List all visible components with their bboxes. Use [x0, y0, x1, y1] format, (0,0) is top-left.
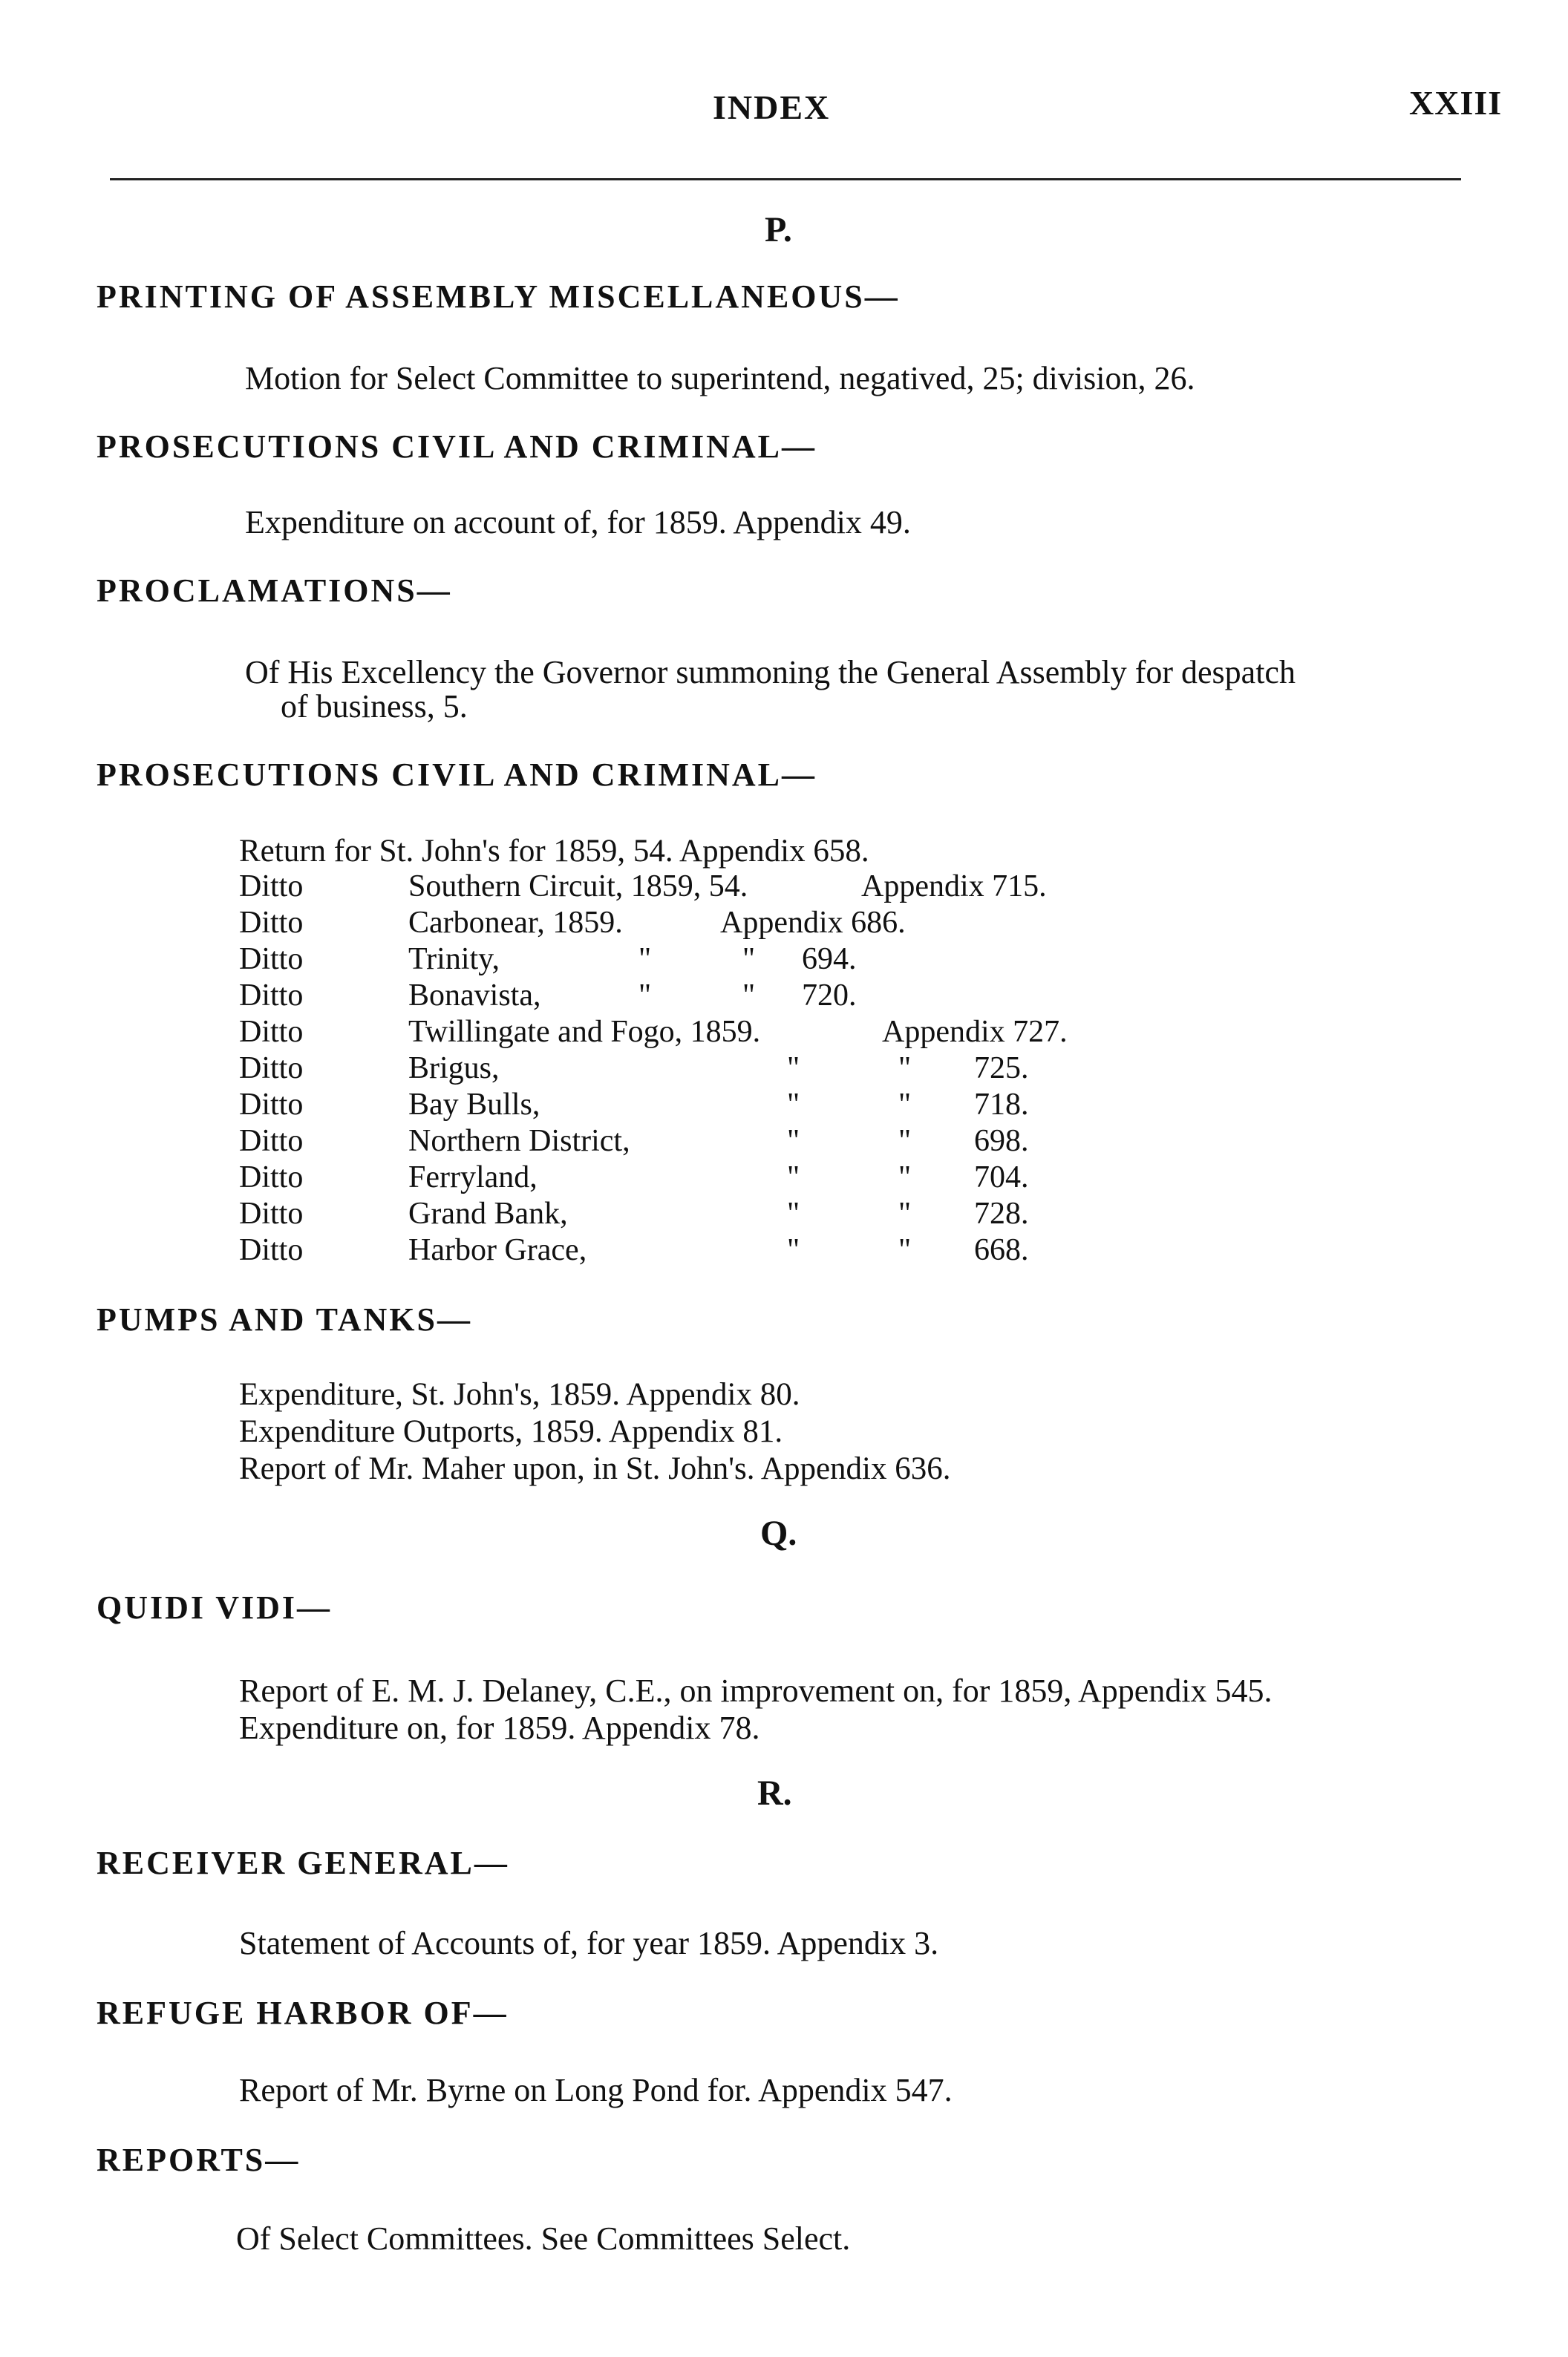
- ditto-mark: ": [787, 1233, 800, 1267]
- ditto-label: Ditto: [239, 1233, 304, 1267]
- section-letter-p: P.: [765, 210, 792, 249]
- ditto-label: Ditto: [239, 1015, 304, 1049]
- entry-line: Report of E. M. J. Delaney, C.E., on improvement on, for 1859, Appendix 545.: [239, 1673, 1273, 1709]
- appendix-ref: 725.: [974, 1051, 1029, 1085]
- ditto-mark: ": [898, 1233, 912, 1267]
- ditto-label: Ditto: [239, 1160, 304, 1194]
- place-name: Carbonear, 1859.: [408, 906, 623, 940]
- entry-line: Expenditure Outports, 1859. Appendix 81.: [239, 1414, 783, 1449]
- running-head-title: INDEX: [713, 88, 831, 126]
- ditto-mark: ": [787, 1160, 800, 1194]
- ditto-mark: ": [787, 1088, 800, 1122]
- section-letter-q: Q.: [760, 1514, 797, 1553]
- ditto-label: Ditto: [239, 1197, 304, 1231]
- appendix-ref: 668.: [974, 1233, 1029, 1267]
- appendix-ref: 718.: [974, 1088, 1029, 1122]
- entry-line-continued: of business, 5.: [281, 688, 468, 725]
- ditto-mark: ": [638, 978, 652, 1013]
- section-letter-r: R.: [757, 1774, 792, 1813]
- ditto-mark: ": [787, 1197, 800, 1231]
- ditto-mark: ": [898, 1197, 912, 1231]
- entry-heading-proclamations: PROCLAMATIONS—: [97, 572, 452, 609]
- entry-line: Motion for Select Committee to superintend, negatived, 25; division, 26.: [245, 360, 1195, 396]
- entry-heading-prosecutions: PROSECUTIONS CIVIL AND CRIMINAL—: [97, 428, 817, 465]
- ditto-mark: ": [898, 1088, 912, 1122]
- appendix-ref: 728.: [974, 1197, 1029, 1231]
- page-number: XXIII: [1409, 84, 1503, 122]
- entry-line: Of His Excellency the Governor summoning the General Assembly for despatch: [245, 654, 1296, 690]
- place-name: Southern Circuit, 1859, 54.: [408, 869, 748, 903]
- entry-line: Expenditure on account of, for 1859. Appendix 49.: [245, 504, 911, 540]
- ditto-mark: ": [742, 942, 756, 976]
- appendix-ref: Appendix 715.: [861, 869, 1047, 903]
- place-name: Grand Bank,: [408, 1197, 568, 1231]
- entry-heading-receiver-general: RECEIVER GENERAL—: [97, 1845, 509, 1881]
- appendix-ref: Appendix 686.: [720, 906, 906, 940]
- entry-heading-pumps: PUMPS AND TANKS—: [97, 1301, 472, 1338]
- entry-heading-printing: PRINTING OF ASSEMBLY MISCELLANEOUS—: [97, 278, 900, 315]
- place-name: Harbor Grace,: [408, 1233, 587, 1267]
- entry-heading-prosecutions-returns: PROSECUTIONS CIVIL AND CRIMINAL—: [97, 756, 817, 793]
- entry-heading-quidi-vidi: QUIDI VIDI—: [97, 1589, 333, 1626]
- entry-line: Return for St. John's for 1859, 54. Appendix 658.: [239, 834, 869, 869]
- place-name: Brigus,: [408, 1051, 500, 1085]
- place-name: Twillingate and Fogo, 1859.: [408, 1015, 761, 1049]
- appendix-ref: 720.: [802, 978, 857, 1013]
- appendix-ref: Appendix 727.: [882, 1015, 1068, 1049]
- place-name: Northern District,: [408, 1124, 630, 1158]
- appendix-ref: 698.: [974, 1124, 1029, 1158]
- appendix-ref: 694.: [802, 942, 857, 976]
- ditto-mark: ": [742, 978, 756, 1013]
- place-name: Bay Bulls,: [408, 1088, 540, 1122]
- place-name: Trinity,: [408, 942, 500, 976]
- ditto-label: Ditto: [239, 869, 304, 903]
- entry-heading-reports: REPORTS—: [97, 2142, 301, 2178]
- entry-heading-refuge-harbor: REFUGE HARBOR OF—: [97, 1995, 509, 2031]
- entry-line: Expenditure on, for 1859. Appendix 78.: [239, 1710, 760, 1746]
- ditto-mark: ": [787, 1124, 800, 1158]
- entry-line: Statement of Accounts of, for year 1859. Appendix 3.: [239, 1925, 939, 1961]
- place-name: Ferryland,: [408, 1160, 538, 1194]
- entry-line: Report of Mr. Maher upon, in St. John's. Appendix 636.: [239, 1451, 951, 1486]
- entry-line: Report of Mr. Byrne on Long Pond for. Appendix 547.: [239, 2072, 953, 2108]
- ditto-mark: ": [898, 1051, 912, 1085]
- ditto-label: Ditto: [239, 1088, 304, 1122]
- ditto-mark: ": [638, 942, 652, 976]
- place-name: Bonavista,: [408, 978, 541, 1013]
- ditto-mark: ": [898, 1160, 912, 1194]
- ditto-label: Ditto: [239, 906, 304, 940]
- ditto-label: Ditto: [239, 1051, 304, 1085]
- header-rule: [110, 178, 1461, 180]
- ditto-mark: ": [787, 1051, 800, 1085]
- entry-line: Of Select Committees. See Committees Select.: [236, 2220, 851, 2257]
- appendix-ref: 704.: [974, 1160, 1029, 1194]
- ditto-label: Ditto: [239, 1124, 304, 1158]
- ditto-mark: ": [898, 1124, 912, 1158]
- ditto-label: Ditto: [239, 942, 304, 976]
- ditto-label: Ditto: [239, 978, 304, 1013]
- entry-line: Expenditure, St. John's, 1859. Appendix 80.: [239, 1377, 800, 1412]
